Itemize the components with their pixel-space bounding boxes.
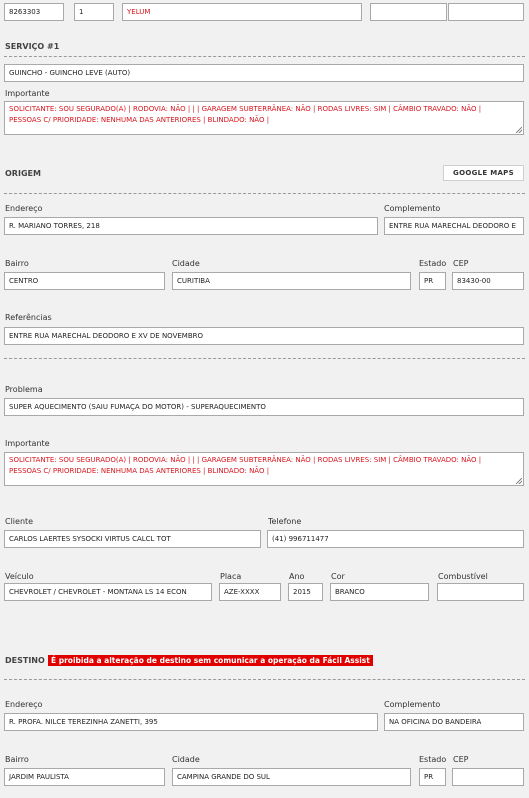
extra-field-1[interactable] [370, 3, 447, 21]
service-importante-line2: PESSOAS C/ PRIORIDADE: NENHUMA DAS ANTERIORES | BLINDADO: NÃO | [9, 116, 270, 124]
origin-address-label: Endereço [5, 204, 43, 213]
destination-section-title: DESTINO [5, 656, 45, 665]
destination-cep-label: CEP [453, 755, 469, 764]
client-label: Cliente [5, 517, 34, 526]
phone-field[interactable]: (41) 996711477 [267, 530, 524, 548]
destination-complement-label: Complemento [384, 700, 441, 709]
problem-field[interactable]: SUPER AQUECIMENTO (SAIU FUMAÇA DO MOTOR) - SUPERAQUECIMENTO [4, 398, 524, 416]
phone-label: Telefone [268, 517, 302, 526]
service-type-field[interactable]: GUINCHO - GUINCHO LEVE (AUTO) [4, 64, 524, 82]
destination-neighborhood-field[interactable]: JARDIM PAULISTA [4, 768, 165, 786]
resize-grip-icon[interactable] [516, 127, 522, 133]
divider [4, 193, 525, 194]
divider [4, 56, 525, 57]
destination-neighborhood-label: Bairro [5, 755, 29, 764]
problem-importante-label: Importante [5, 439, 50, 448]
code-field[interactable]: 8263303 [4, 3, 64, 21]
origin-references-field[interactable]: ENTRE RUA MARECHAL DEODORO E XV DE NOVEMBRO [4, 327, 524, 345]
service-section-title: SERVIÇO #1 [5, 42, 60, 51]
problem-label: Problema [5, 385, 43, 394]
color-name-field[interactable]: YELUM [122, 3, 362, 21]
destination-cep-field[interactable] [452, 768, 524, 786]
problem-importante-line1: SOLICITANTE: SOU SEGURADO(A) | RODOVIA: NÃO | | | GARAGEM SUBTERRÂNEA: NÃO | RODAS LIVRES: SIM | CÂMBIO TRAVADO: NÃO | [9, 456, 482, 464]
divider [4, 358, 525, 359]
destination-city-field[interactable]: CAMPINA GRANDE DO SUL [172, 768, 411, 786]
origin-city-label: Cidade [172, 259, 200, 268]
vehicle-field[interactable]: CHEVROLET / CHEVROLET - MONTANA LS 14 ECON [4, 583, 212, 601]
color-label: Cor [331, 572, 345, 581]
resize-grip-icon[interactable] [516, 478, 522, 484]
fuel-label: Combustível [438, 572, 488, 581]
destination-city-label: Cidade [172, 755, 200, 764]
quantity-field[interactable]: 1 [74, 3, 114, 21]
destination-address-label: Endereço [5, 700, 43, 709]
problem-importante-textarea[interactable] [4, 452, 524, 486]
origin-cep-label: CEP [453, 259, 469, 268]
destination-state-label: Estado [419, 755, 447, 764]
color-field[interactable]: BRANCO [330, 583, 429, 601]
extra-field-2[interactable] [448, 3, 524, 21]
destination-warning-badge: É proibida a alteração de destino sem comunicar a operação da Fácil Assist [48, 655, 373, 666]
vehicle-label: Veículo [5, 572, 34, 581]
origin-neighborhood-label: Bairro [5, 259, 29, 268]
origin-neighborhood-field[interactable]: CENTRO [4, 272, 165, 290]
fuel-field[interactable] [437, 583, 524, 601]
service-importante-line1: SOLICITANTE: SOU SEGURADO(A) | RODOVIA: NÃO | | | GARAGEM SUBTERRÂNEA: NÃO | RODAS LIVRES: SIM | CÂMBIO TRAVADO: NÃO | [9, 105, 482, 113]
origin-section-title: ORIGEM [5, 169, 41, 178]
year-field[interactable]: 2015 [288, 583, 323, 601]
origin-cep-field[interactable]: 83430-00 [452, 272, 524, 290]
service-importante-textarea[interactable] [4, 101, 524, 135]
origin-state-field[interactable]: PR [419, 272, 446, 290]
divider [4, 679, 525, 680]
origin-references-label: Referências [5, 313, 52, 322]
origin-complement-field[interactable]: ENTRE RUA MARECHAL DEODORO E [384, 217, 524, 235]
origin-city-field[interactable]: CURITIBA [172, 272, 411, 290]
year-label: Ano [289, 572, 305, 581]
destination-address-field[interactable]: R. PROFA. NILCE TEREZINHA ZANETTI, 395 [4, 713, 378, 731]
service-importante-label: Importante [5, 89, 50, 98]
origin-address-field[interactable]: R. MARIANO TORRES, 218 [4, 217, 378, 235]
origin-state-label: Estado [419, 259, 447, 268]
destination-complement-field[interactable]: NA OFICINA DO BANDEIRA [384, 713, 524, 731]
destination-state-field[interactable]: PR [419, 768, 446, 786]
origin-complement-label: Complemento [384, 204, 441, 213]
google-maps-button[interactable]: GOOGLE MAPS [443, 165, 524, 181]
plate-field[interactable]: AZE-XXXX [219, 583, 281, 601]
plate-label: Placa [220, 572, 242, 581]
client-field[interactable]: CARLOS LAERTES SYSOCKI VIRTUS CALCL TOT [4, 530, 261, 548]
problem-importante-line2: PESSOAS C/ PRIORIDADE: NENHUMA DAS ANTERIORES | BLINDADO: NÃO | [9, 467, 270, 475]
